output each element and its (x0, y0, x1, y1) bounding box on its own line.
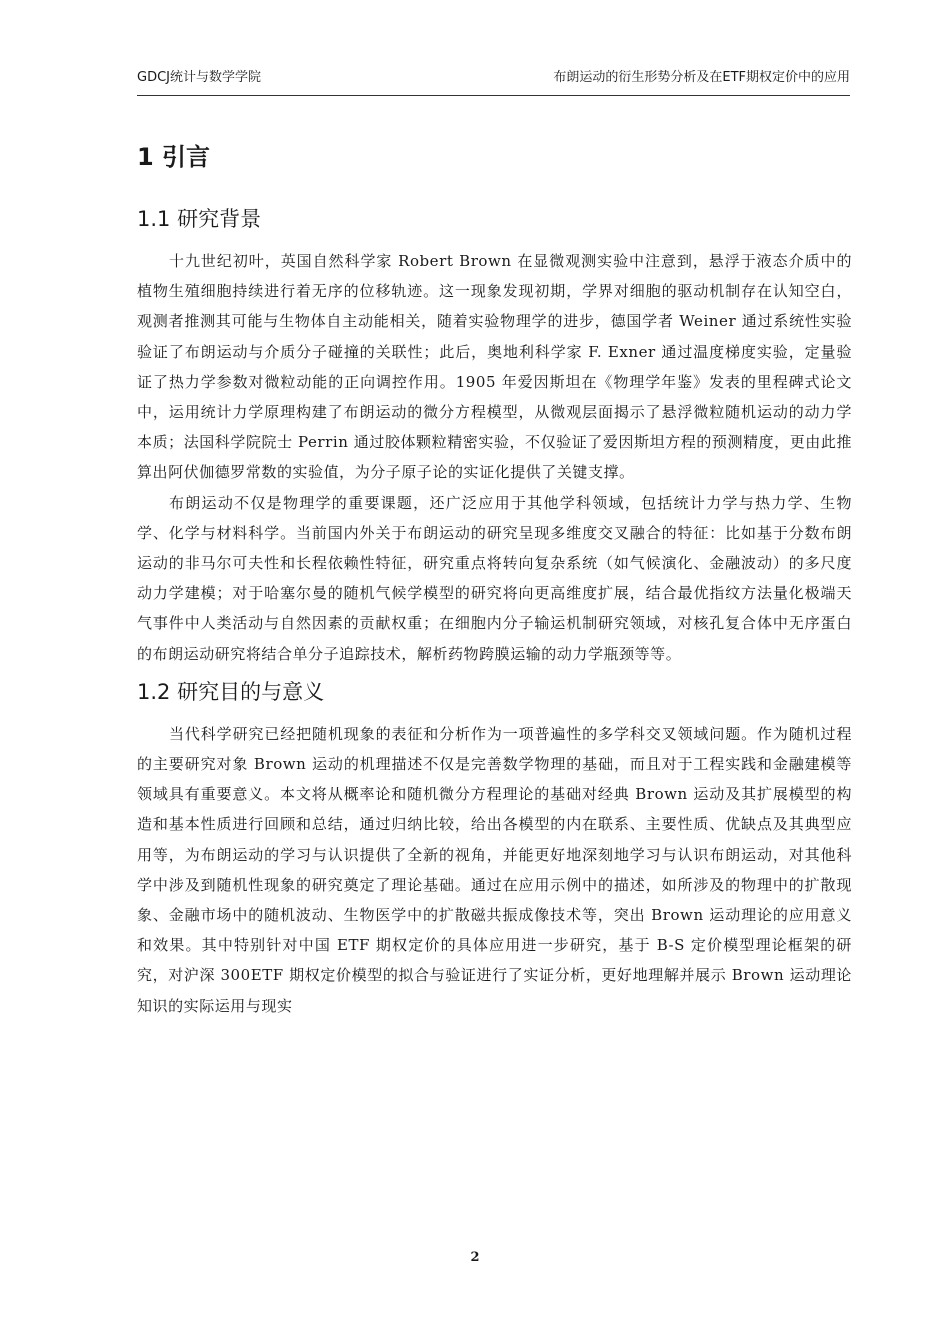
paragraph: 十九世纪初叶，英国自然科学家 Robert Brown 在显微观测实验中注意到，悬浮于液态介质中的植物生殖细胞持续进行着无序的位移轨迹。这一现象发现初期，学界对细胞的驱动机制存在认知空白，观测者推测其可能与生物体自主动能相关，随着实验物理学的进步，德国学者 Weiner 通过系统性实验验证了布朗运动与介质分子碰撞的关联性；此后，奥地利科学家 F. Exner 通过温度梯度实验，定量验证了热力学参数对微粒动能的正向调控作用。1905 年爱因斯坦在《物理学年鉴》发表的里程碑式论文中，运用统计力学原理构建了布朗运动的微分方程模型，从微观层面揭示了悬浮微粒随机运动的动力学本质；法国科学院院士 Perrin 通过胶体颗粒精密实验，不仅验证了爱因斯坦方程的预测精度，更由此推算出阿伏伽德罗常数的实验值，为分子原子论的实证化提供了关键支撑。 (137, 252, 852, 482)
header-institution: GDCJ统计与数学学院 (137, 70, 261, 85)
header-divider (137, 95, 850, 96)
header-paper-title: 布朗运动的衍生形势分析及在ETF期权定价中的应用 (553, 70, 850, 85)
paragraph: 布朗运动不仅是物理学的重要课题，还广泛应用于其他学科领域，包括统计力学与热力学、生物学、化学与材料科学。当前国内外关于布朗运动的研究呈现多维度交叉融合的特征：比如基于分数布朗运动的非马尔可夫性和长程依赖性特征，研究重点将转向复杂系统（如气候演化、金融波动）的多尺度动力学建模；对于哈塞尔曼的随机气候学模型的研究将向更高维度扩展，结合最优指纹方法量化极端天气事件中人类活动与自然因素的贡献权重；在细胞内分子输运机制研究领域，对核孔复合体中无序蛋白的布朗运动研究将结合单分子追踪技术，解析药物跨膜运输的动力学瓶颈等等。 (137, 493, 852, 663)
page-body (137, 140, 852, 1021)
running-header (137, 66, 850, 88)
section-title-1-2: 1.2 研究目的与意义 (137, 679, 325, 704)
section-title-1-1: 1.1 研究背景 (137, 207, 262, 231)
paragraph: 当代科学研究已经把随机现象的表征和分析作为一项普遍性的多学科交叉领域问题。作为随机过程的主要研究对象 Brown 运动的机理描述不仅是完善数学物理的基础，而且对于工程实践和金融建模等领域具有重要意义。本文将从概率论和随机微分方程理论的基础对经典 Brown 运动及其扩展模型的构造和基本性质进行回顾和总结，通过归纳比较，给出各模型的内在联系、主要性质、优缺点及其典型应用等，为布朗运动的学习与认识提供了全新的视角，并能更好地深刻地学习与认识布朗运动，对其他科学中涉及到随机性现象的研究奠定了理论基础。通过在应用示例中的描述，如所涉及的物理中的扩散现象、金融市场中的随机波动、生物医学中的扩散磁共振成像技术等，突出 Brown 运动理论的应用意义和效果。其中特别针对中国 ETF 期权定价的具体应用进一步研究，基于 B-S 定价模型理论框架的研究，对沪深 300ETF 期权定价模型的拟合与验证进行了实证分析，更好地理解并展示 Brown 运动理论知识的实际运用与现实 (137, 724, 852, 1015)
chapter-title: 1 引言 (137, 143, 211, 171)
page-number: 2 (470, 1250, 480, 1265)
